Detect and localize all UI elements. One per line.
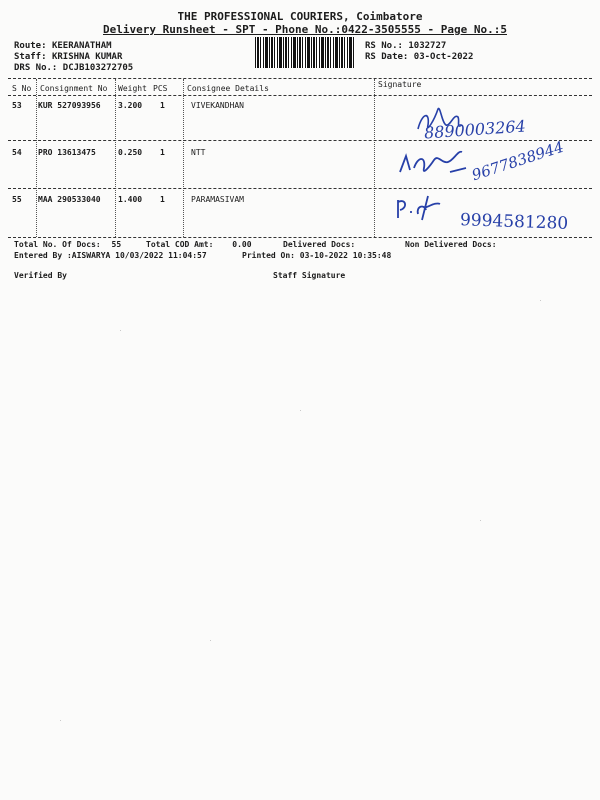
signature-scribble xyxy=(394,190,444,224)
cod-value: 0.00 xyxy=(232,240,252,249)
column-divider xyxy=(36,79,37,237)
row-pcs: 1 xyxy=(160,148,165,157)
scan-speck xyxy=(60,720,61,721)
table-bottom-rule xyxy=(8,237,592,238)
route-value: KEERANATHAM xyxy=(51,41,112,51)
row-weight: 1.400 xyxy=(118,195,143,204)
scan-speck xyxy=(210,640,211,641)
scan-speck xyxy=(120,330,121,331)
signature-scribble xyxy=(396,142,472,182)
runsheet-title: Delivery Runsheet - SPT - Phone No.:0422-3505555 - Page No.:5 xyxy=(103,23,507,36)
drs-label: DRS No.: xyxy=(14,63,58,73)
table-top-rule xyxy=(8,78,592,79)
route-label: Route: xyxy=(14,41,47,51)
staff-label: Staff: xyxy=(14,52,47,62)
staff-signature: Staff Signature xyxy=(273,271,346,280)
entered-by: Entered By :AISWARYA 10/03/2022 11:04:57 xyxy=(14,251,207,260)
scan-speck xyxy=(480,520,481,521)
scan-speck xyxy=(540,300,541,301)
rs-no-value: 1032727 xyxy=(408,41,447,51)
column-divider xyxy=(115,79,116,237)
row-consignment: PRO 13613475 xyxy=(38,148,96,157)
scan-speck xyxy=(300,410,301,411)
row-sno: 54 xyxy=(12,148,22,157)
row-weight: 0.250 xyxy=(118,148,143,157)
rs-date-value: 03-Oct-2022 xyxy=(413,52,474,62)
staff-line xyxy=(14,52,122,62)
total-docs-label: Total No. Of Docs: xyxy=(14,240,101,249)
drs-line xyxy=(14,63,133,73)
drs-value: DCJB103272705 xyxy=(62,63,134,73)
row-consignee: NTT xyxy=(191,148,206,157)
printed-on: Printed On: 03-10-2022 10:35:48 xyxy=(242,251,392,260)
col-header-sno: S No xyxy=(12,84,32,93)
verified-by: Verified By xyxy=(14,271,67,280)
row-sno: 53 xyxy=(12,101,22,110)
col-header-consignee: Consignee Details xyxy=(187,84,269,93)
total-docs-value: 55 xyxy=(111,240,122,249)
staff-value: KRISHNA KUMAR xyxy=(51,52,123,62)
rs-date-label: RS Date: xyxy=(365,52,409,62)
row-pcs: 1 xyxy=(160,195,165,204)
cod-amount xyxy=(146,240,252,249)
company-title: THE PROFESSIONAL COURIERS, Coimbatore xyxy=(177,10,423,23)
row-separator xyxy=(8,140,592,141)
rs-date-line xyxy=(365,52,473,62)
column-divider xyxy=(183,79,184,237)
row-pcs: 1 xyxy=(160,101,165,110)
signature-phone: 8890003264 xyxy=(423,116,527,143)
row-consignment: MAA 290533040 xyxy=(38,195,101,204)
row-consignee: PARAMASIVAM xyxy=(191,195,244,204)
row-separator xyxy=(8,188,592,189)
col-header-consignment: Consignment No xyxy=(40,84,108,93)
drs-barcode xyxy=(255,37,355,68)
rs-no-label: RS No.: xyxy=(365,41,403,51)
row-sno: 55 xyxy=(12,195,22,204)
table-header-rule xyxy=(8,95,592,96)
row-weight: 3.200 xyxy=(118,101,143,110)
row-consignee: VIVEKANDHAN xyxy=(191,101,244,110)
non-delivered-docs-label: Non Delivered Docs: xyxy=(405,240,497,249)
column-divider xyxy=(374,79,375,237)
signature-phone: 9994581280 xyxy=(459,210,569,234)
route-line xyxy=(14,41,112,51)
cod-label: Total COD Amt: xyxy=(146,240,214,249)
delivered-docs-label: Delivered Docs: xyxy=(283,240,356,249)
col-header-weight: Weight xyxy=(118,84,147,93)
col-header-signature: Signature xyxy=(378,80,422,89)
signature-phone: 9677838944 xyxy=(469,137,566,185)
rs-no-line xyxy=(365,41,446,51)
col-header-pcs: PCS xyxy=(153,84,168,93)
row-consignment: KUR 527093956 xyxy=(38,101,101,110)
total-docs xyxy=(14,240,121,249)
